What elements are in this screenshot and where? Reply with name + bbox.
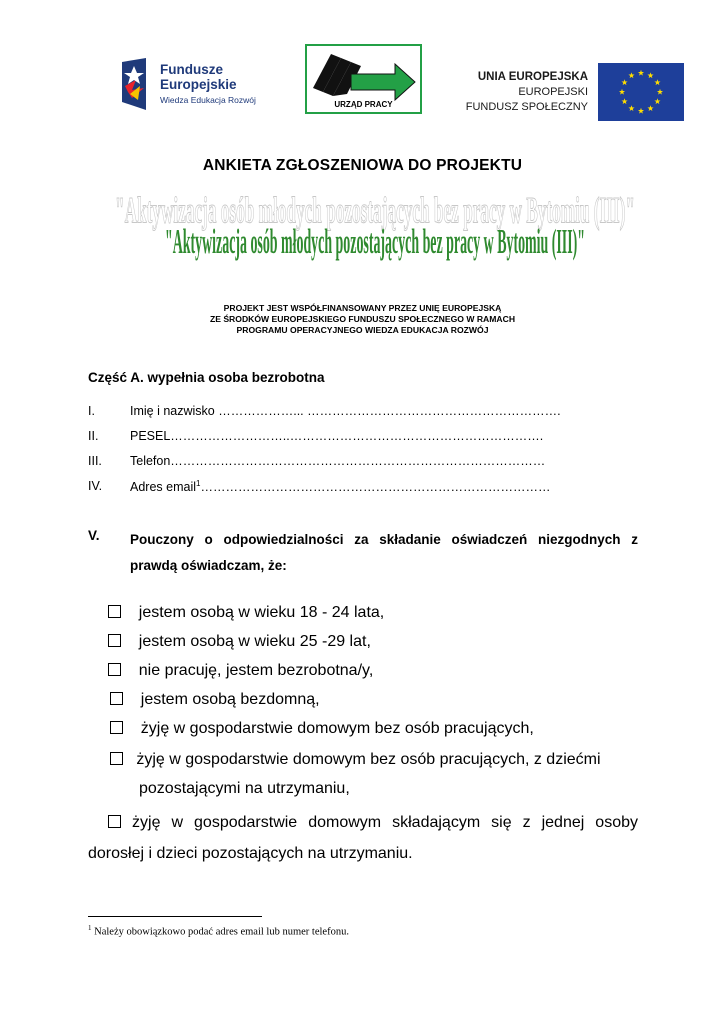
eu-star bbox=[638, 70, 644, 76]
eu-star bbox=[622, 79, 628, 85]
funding-line2: ZE ŚRODKÓW EUROPEJSKIEGO FUNDUSZU SPOŁECZNEGO W RAMACH bbox=[209, 314, 516, 324]
option-label: jestem osobą w wieku 25 -29 lat, bbox=[138, 633, 371, 650]
option-continuation: pozostającymi na utrzymaniu, bbox=[139, 780, 350, 797]
field-pesel[interactable] bbox=[88, 429, 640, 447]
option-label: żyję w gospodarstwie domowym bez osób pracujących, z dziećmi bbox=[136, 751, 601, 768]
option-label: żyję w gospodarstwie domowym bez osób pracujących, bbox=[140, 720, 534, 737]
ue-line3: FUNDUSZ SPOŁECZNY bbox=[465, 101, 588, 113]
checkbox-icon[interactable] bbox=[108, 815, 121, 828]
funding-note bbox=[0, 303, 725, 336]
option-label: nie pracuję, jestem bezrobotna/y, bbox=[138, 662, 374, 679]
email-label: Adres email bbox=[130, 480, 196, 495]
option-indent bbox=[88, 814, 132, 831]
field-num: III. bbox=[88, 454, 102, 468]
project-name-shadow: "Aktywizacja osób młodych pozostających bez pracy w Bytomiu (III)" bbox=[115, 190, 636, 232]
option-unemployed[interactable] bbox=[108, 662, 373, 680]
eu-stars bbox=[598, 63, 684, 121]
page-title: ANKIETA ZGŁOSZENIOWA DO PROJEKTU bbox=[202, 157, 523, 174]
eu-star bbox=[654, 98, 660, 104]
option-homeless[interactable] bbox=[110, 691, 320, 709]
footnote-text: Należy obowiązkowo podać adres email lub numer telefonu. bbox=[91, 926, 349, 938]
funding-line1: PROJEKT JEST WSPÓŁFINANSOWANY PRZEZ UNIĘ EUROPEJSKĄ bbox=[223, 303, 502, 313]
email-dots: ………………………………………………………………………… bbox=[200, 480, 551, 495]
field-phone[interactable] bbox=[88, 454, 640, 472]
ue-line1: UNIA EUROPEJSKA bbox=[477, 71, 588, 83]
checkbox-icon[interactable] bbox=[110, 721, 123, 734]
option-label: jestem osobą w wieku 18 - 24 lata, bbox=[138, 604, 385, 621]
option-age-18-24[interactable] bbox=[108, 604, 384, 622]
option-household-no-workers-children[interactable] bbox=[110, 751, 601, 769]
option-household-no-workers[interactable] bbox=[110, 720, 534, 738]
field-name[interactable] bbox=[88, 404, 640, 422]
checkbox-icon[interactable] bbox=[110, 692, 123, 705]
field-num: IV. bbox=[88, 479, 103, 493]
checkbox-icon[interactable] bbox=[108, 663, 121, 676]
option-age-25-29[interactable] bbox=[108, 633, 371, 651]
field-label bbox=[130, 479, 640, 494]
fe-logo-line2: Europejskie bbox=[160, 77, 237, 92]
project-name: "Aktywizacja osób młodych pozostających bez pracy w Bytomiu (III)" bbox=[164, 222, 585, 262]
checkbox-icon[interactable] bbox=[110, 752, 123, 765]
eu-star bbox=[657, 89, 663, 95]
checkbox-icon[interactable] bbox=[108, 634, 121, 647]
footnote-number: 1 bbox=[88, 924, 92, 932]
eu-star bbox=[638, 108, 644, 114]
fe-logo-line1: Fundusze bbox=[160, 62, 223, 77]
eu-star bbox=[647, 72, 653, 78]
urzad-pracy-arrow-icon bbox=[307, 48, 420, 104]
option-label: jestem osobą bezdomną, bbox=[140, 691, 320, 708]
section-a-heading: Część A. wypełnia osoba bezrobotna bbox=[88, 370, 325, 385]
fe-star-icon bbox=[122, 58, 156, 110]
eu-star bbox=[628, 72, 634, 78]
field-label: Imię i nazwisko ………………... ……………………………………………………. bbox=[130, 404, 561, 418]
project-name-wordart bbox=[100, 175, 660, 275]
section-v-statement: Pouczony o odpowiedzialności za składanie oświadczeń niezgodnych z prawdą oświadczam, że: bbox=[130, 532, 638, 573]
field-label: Telefon……………………………………………………………………………… bbox=[130, 454, 546, 468]
eu-star bbox=[647, 105, 653, 111]
field-num: II. bbox=[88, 429, 99, 443]
option-label: żyję w gospodarstwie domowym składającym się z jednej osoby dorosłej i dzieci pozostających na utrzymaniu. bbox=[88, 814, 639, 862]
eu-star bbox=[628, 105, 634, 111]
field-label: PESEL………………………..……………………………………………………. bbox=[130, 429, 544, 443]
option-single-adult-household[interactable] bbox=[88, 807, 638, 869]
fundusze-europejskie-logo bbox=[122, 56, 272, 112]
field-email[interactable] bbox=[88, 479, 640, 497]
eu-star bbox=[622, 98, 628, 104]
urzad-pracy-label: URZĄD PRACY bbox=[334, 100, 393, 109]
section-v-number: V. bbox=[88, 528, 100, 543]
eu-flag-icon bbox=[598, 63, 684, 121]
ue-text-block bbox=[458, 70, 588, 115]
footnote bbox=[88, 924, 349, 938]
fe-logo-line3: Wiedza Edukacja Rozwój bbox=[160, 95, 256, 105]
checkbox-icon[interactable] bbox=[108, 605, 121, 618]
field-num: I. bbox=[88, 404, 95, 418]
eu-star bbox=[619, 89, 625, 95]
urzad-pracy-logo bbox=[305, 44, 422, 114]
footnote-separator bbox=[88, 916, 262, 917]
footnote-ref: 1 bbox=[196, 479, 201, 488]
ue-line2: EUROPEJSKI bbox=[518, 86, 588, 98]
funding-line3: PROGRAMU OPERACYJNEGO WIEDZA EDUKACJA ROZWÓJ bbox=[236, 325, 489, 335]
eu-star bbox=[654, 79, 660, 85]
